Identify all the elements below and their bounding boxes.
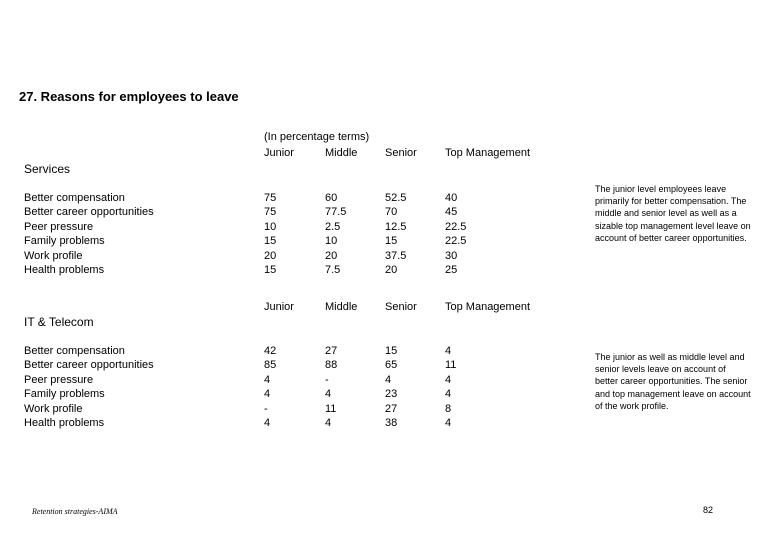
cell: -	[264, 402, 268, 415]
cell: 4	[385, 373, 392, 386]
row-label: Work profile	[24, 402, 83, 415]
cell: 70	[385, 206, 398, 219]
col-senior-services	[385, 191, 406, 277]
cell: 4	[445, 373, 452, 386]
row-label: Health problems	[24, 263, 105, 276]
cell: 45	[445, 206, 458, 219]
row-label: Peer pressure	[24, 220, 94, 233]
row-labels-it-telecom	[24, 344, 154, 430]
cell: 75	[264, 206, 277, 219]
cell: 37.5	[385, 249, 407, 262]
cell: 8	[445, 402, 452, 415]
cell: 4	[264, 373, 271, 386]
cell: 40	[445, 192, 458, 204]
page-number: 82	[703, 505, 714, 515]
row-label: Better career opportunities	[24, 359, 154, 372]
cell: 15	[264, 263, 277, 276]
cell: 25	[445, 263, 458, 276]
cell: 88	[325, 359, 338, 372]
cell: 4	[325, 388, 332, 401]
row-label: Better career opportunities	[24, 206, 154, 219]
cell: 4	[264, 416, 271, 429]
cell: 11	[445, 359, 457, 372]
cell: 22.5	[445, 220, 467, 233]
col-top-management-it-telecom	[445, 344, 456, 430]
cell: 38	[385, 416, 398, 429]
col-junior-services	[264, 191, 276, 277]
page-title: 27. Reasons for employees to leave	[19, 89, 239, 104]
row-label: Peer pressure	[24, 373, 94, 386]
row-labels-services	[24, 191, 154, 277]
cell: 4	[264, 388, 271, 401]
col-senior-it-telecom	[385, 344, 397, 430]
cell: 4	[445, 388, 452, 401]
col-header-junior: Junior	[264, 301, 294, 313]
unit-note: (In percentage terms)	[264, 131, 370, 143]
cell: 65	[385, 359, 398, 372]
cell: 52.5	[385, 192, 407, 204]
comment-it-telecom: The junior as well as middle level and senior levels leave on account of better career opportunities. The senior and top management leave on account of the work profile.	[595, 352, 751, 411]
row-label: Family problems	[24, 388, 105, 401]
cell: 85	[264, 359, 277, 372]
row-label: Work profile	[24, 249, 83, 262]
col-middle-services	[325, 191, 346, 277]
cell: 23	[385, 388, 398, 401]
cell: 30	[445, 249, 458, 262]
col-top-management-services	[445, 191, 466, 277]
cell: 27	[385, 402, 398, 415]
row-label: Better compensation	[24, 345, 125, 357]
cell: 10	[325, 235, 338, 248]
cell: 20	[325, 249, 338, 262]
section-title-it-telecom: IT & Telecom	[24, 315, 94, 329]
cell: 20	[385, 263, 398, 276]
cell: 2.5	[325, 220, 341, 233]
col-junior-it-telecom	[264, 344, 276, 430]
col-header-middle: Middle	[325, 147, 358, 159]
cell: 75	[264, 192, 277, 204]
cell: 12.5	[385, 220, 407, 233]
cell: 27	[325, 345, 338, 357]
col-header-senior: Senior	[385, 301, 417, 313]
cell: 10	[264, 220, 277, 233]
col-header-middle: Middle	[325, 301, 358, 313]
cell: 15	[385, 345, 398, 357]
cell: 77.5	[325, 206, 347, 219]
cell: 20	[264, 249, 277, 262]
cell: 4	[445, 345, 452, 357]
cell: 11	[325, 402, 337, 415]
cell: 15	[264, 235, 277, 248]
col-header-junior: Junior	[264, 147, 294, 159]
col-header-senior: Senior	[385, 147, 417, 159]
cell: 22.5	[445, 235, 467, 248]
col-header-top-management: Top Management	[445, 301, 530, 313]
cell: 4	[325, 416, 332, 429]
cell: 7.5	[325, 263, 341, 276]
col-header-top-management: Top Management	[445, 147, 530, 159]
row-label: Better compensation	[24, 192, 125, 204]
section-title-services: Services	[24, 162, 71, 176]
cell: 4	[445, 416, 452, 429]
row-label: Health problems	[24, 416, 105, 429]
footer-source: Retention strategies-AIMA	[32, 507, 118, 516]
cell: -	[325, 373, 329, 386]
col-middle-it-telecom	[325, 344, 337, 430]
row-label: Family problems	[24, 235, 105, 248]
cell: 60	[325, 192, 338, 204]
comment-services: The junior level employees leave primarily for better compensation. The middle and senior level as well as a sizable top management level leave on account of better career opportunities.	[595, 184, 751, 243]
cell: 15	[385, 235, 398, 248]
cell: 42	[264, 345, 277, 357]
